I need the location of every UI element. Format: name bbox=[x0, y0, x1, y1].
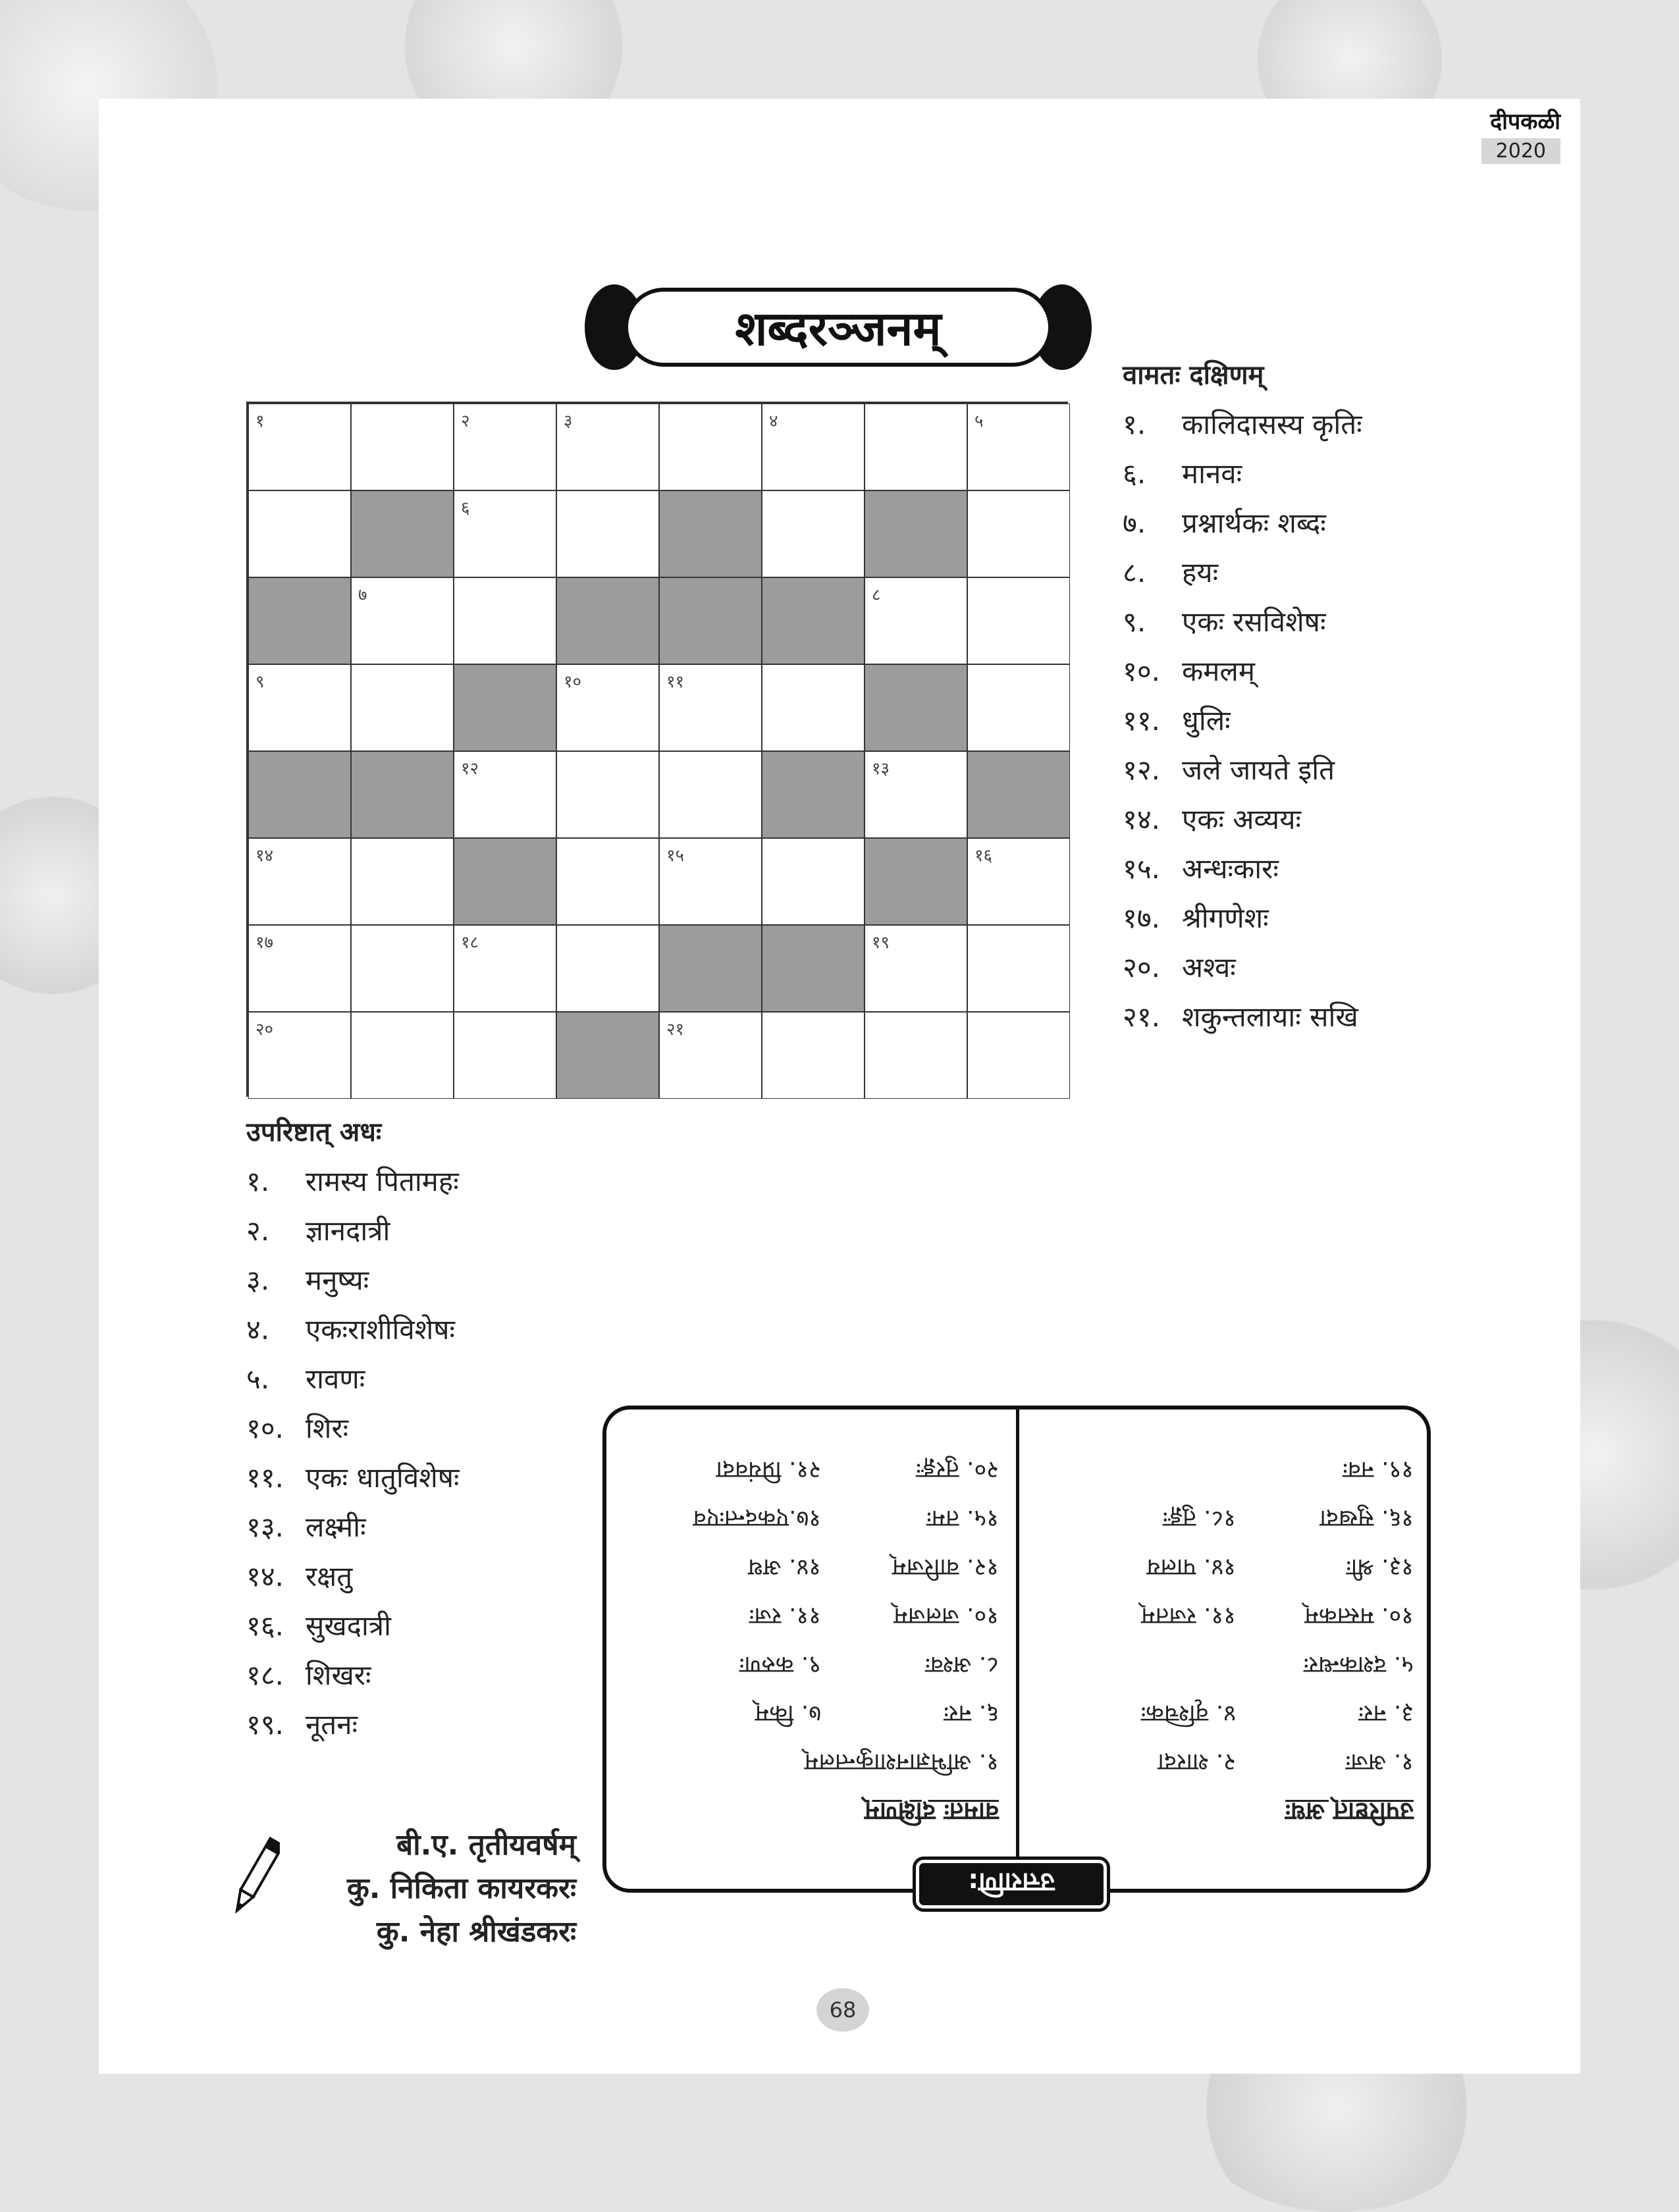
clue-text: शकुन्तलायाः सखि bbox=[1182, 1001, 1358, 1033]
cell-number: १६ bbox=[974, 846, 993, 866]
grid-cell[interactable] bbox=[865, 1012, 967, 1099]
grid-cell[interactable] bbox=[967, 925, 1070, 1012]
grid-cell[interactable] bbox=[351, 577, 454, 664]
cell-number: २० bbox=[255, 1020, 274, 1040]
clue-item bbox=[246, 1404, 641, 1453]
clue-number: २०. bbox=[1123, 951, 1161, 984]
grid-cell[interactable] bbox=[248, 925, 351, 1012]
clue-number: ८. bbox=[1123, 556, 1146, 589]
clue-item bbox=[1123, 646, 1584, 696]
cell-number: ७ bbox=[358, 585, 367, 605]
grid-cell[interactable] bbox=[762, 404, 865, 490]
pencil-icon bbox=[234, 1830, 280, 1922]
answer-item: ५. दशकन्धरः bbox=[1304, 1651, 1414, 1678]
author-name-1: कु. निकिता कायरकरः bbox=[346, 1872, 576, 1905]
clue-text: अन्धःकारः bbox=[1182, 853, 1279, 885]
cell-number: १३ bbox=[872, 759, 890, 779]
clue-number: २. bbox=[246, 1215, 270, 1247]
clue-item bbox=[1123, 548, 1584, 597]
answers-across-column bbox=[630, 1445, 999, 1830]
grid-cell[interactable] bbox=[248, 404, 351, 490]
grid-cell-blocked bbox=[659, 490, 762, 577]
grid-cell-blocked bbox=[556, 577, 659, 664]
clue-item bbox=[246, 1305, 641, 1354]
clue-text: प्रश्नार्थकः शब्दः bbox=[1182, 507, 1326, 539]
grid-cell-blocked bbox=[556, 1012, 659, 1099]
page-number: 68 bbox=[816, 1988, 869, 2032]
grid-cell-blocked bbox=[248, 577, 351, 664]
answer-row bbox=[630, 1689, 999, 1737]
clue-number: १. bbox=[1123, 408, 1146, 440]
clue-item bbox=[1123, 449, 1584, 498]
answer-row bbox=[1045, 1591, 1414, 1640]
grid-cell[interactable] bbox=[967, 577, 1070, 664]
grid-cell[interactable] bbox=[454, 490, 556, 577]
grid-cell[interactable] bbox=[454, 1012, 556, 1099]
grid-cell[interactable] bbox=[351, 925, 454, 1012]
answer-row bbox=[1045, 1542, 1414, 1591]
clue-number: १२. bbox=[1123, 754, 1161, 786]
grid-cell[interactable] bbox=[762, 664, 865, 751]
cell-number: १९ bbox=[872, 933, 890, 953]
clue-number: ४. bbox=[246, 1313, 270, 1346]
clue-number: ३. bbox=[246, 1264, 270, 1296]
grid-cell-blocked bbox=[865, 490, 967, 577]
grid-cell-blocked bbox=[248, 751, 351, 838]
grid-cell-blocked bbox=[454, 664, 556, 751]
grid-cell[interactable] bbox=[762, 490, 865, 577]
crossword-grid bbox=[246, 402, 1068, 1097]
grid-cell[interactable] bbox=[967, 664, 1070, 751]
clue-item bbox=[1123, 992, 1584, 1041]
clue-number: १५. bbox=[1123, 853, 1161, 885]
down-clues bbox=[246, 1113, 641, 1749]
cell-number: १५ bbox=[666, 846, 685, 866]
grid-cell[interactable] bbox=[967, 490, 1070, 577]
answer-item: ११. रजः bbox=[749, 1602, 821, 1629]
clue-text: शिरः bbox=[306, 1412, 349, 1444]
clue-item bbox=[246, 1157, 641, 1206]
answers-down-heading: उपरिष्टात् अधः bbox=[1285, 1797, 1414, 1826]
grid-cell[interactable] bbox=[556, 490, 659, 577]
clue-item bbox=[246, 1255, 641, 1305]
grid-cell[interactable] bbox=[248, 490, 351, 577]
grid-cell[interactable] bbox=[762, 1012, 865, 1099]
clue-item bbox=[1123, 745, 1584, 795]
clue-text: रावणः bbox=[306, 1363, 365, 1395]
clue-item bbox=[246, 1502, 641, 1552]
answer-row bbox=[1045, 1689, 1414, 1737]
clue-item bbox=[246, 1601, 641, 1650]
clue-text: नूतनः bbox=[306, 1708, 358, 1741]
answer-item: ४. वृश्चिकः bbox=[1140, 1700, 1236, 1727]
grid-cell-blocked bbox=[351, 490, 454, 577]
answer-row bbox=[630, 1737, 999, 1786]
answers-down-column bbox=[1045, 1445, 1414, 1830]
grid-cell[interactable] bbox=[351, 664, 454, 751]
clue-number: १६. bbox=[246, 1610, 284, 1642]
clue-item bbox=[246, 1453, 641, 1502]
clue-text: रामस्य पितामहः bbox=[306, 1165, 459, 1198]
answer-item: ९. करुणः bbox=[739, 1651, 821, 1678]
answer-item: १६. सुखदा bbox=[1319, 1505, 1414, 1532]
answers-label: उत्तराणि: bbox=[916, 1860, 1107, 1909]
grid-cell-blocked bbox=[659, 925, 762, 1012]
clue-text: एकः अव्ययः bbox=[1182, 803, 1301, 835]
cell-number: १४ bbox=[255, 846, 274, 866]
cell-number: ६ bbox=[461, 498, 470, 518]
clue-item bbox=[246, 1354, 641, 1404]
answer-item: १. अभिज्ञानशाकुन्तलम् bbox=[804, 1749, 999, 1776]
cell-number: १२ bbox=[461, 759, 479, 779]
clue-item bbox=[1123, 696, 1584, 745]
answer-item: १४. अथ bbox=[748, 1554, 821, 1581]
answers-across-heading: वामतः दक्षिणम् bbox=[865, 1797, 999, 1826]
answer-item: १०. जलजम् bbox=[893, 1602, 999, 1629]
down-heading: उपरिष्टात् अधः bbox=[246, 1117, 382, 1147]
clue-number: १८. bbox=[246, 1659, 284, 1691]
grid-cell[interactable] bbox=[351, 838, 454, 925]
answer-row bbox=[1045, 1737, 1414, 1786]
answer-item: ११. रजतम् bbox=[1141, 1602, 1236, 1629]
grid-cell[interactable] bbox=[762, 838, 865, 925]
grid-cell[interactable] bbox=[556, 664, 659, 751]
grid-cell[interactable] bbox=[967, 404, 1070, 490]
clue-text: अश्वः bbox=[1182, 951, 1236, 984]
cell-number: ११ bbox=[666, 672, 685, 692]
grid-cell[interactable] bbox=[248, 1012, 351, 1099]
clue-item bbox=[246, 1650, 641, 1700]
cell-number: १७ bbox=[255, 933, 274, 953]
clue-item bbox=[1123, 597, 1584, 646]
cell-number: ५ bbox=[974, 411, 984, 431]
cell-number: ९ bbox=[255, 672, 265, 692]
clue-item bbox=[1123, 893, 1584, 943]
clue-item bbox=[1123, 498, 1584, 548]
answer-item: १. अजः bbox=[1345, 1749, 1414, 1776]
cell-number: १ bbox=[255, 411, 265, 431]
clue-number: १९. bbox=[246, 1708, 284, 1741]
clue-text: कालिदासस्य कृतिः bbox=[1182, 408, 1362, 440]
answer-row bbox=[1045, 1445, 1414, 1494]
magazine-year: 2020 bbox=[1481, 138, 1560, 164]
clue-text: एकः धातुविशेषः bbox=[306, 1462, 460, 1494]
grid-cell[interactable] bbox=[248, 838, 351, 925]
answer-item: १२. वारिजम् bbox=[892, 1554, 999, 1581]
cell-number: ८ bbox=[872, 585, 881, 605]
clue-text: हयः bbox=[1182, 556, 1219, 589]
clue-number: २१. bbox=[1123, 1001, 1161, 1033]
author-class: बी.ए. तृतीयवर्षम् bbox=[396, 1828, 576, 1862]
clue-number: १४. bbox=[246, 1560, 284, 1593]
grid-cell[interactable] bbox=[865, 577, 967, 664]
grid-cell[interactable] bbox=[659, 838, 762, 925]
grid-cell[interactable] bbox=[556, 838, 659, 925]
clue-number: ५. bbox=[246, 1363, 270, 1395]
page-title: शब्दरञ्जनम् bbox=[735, 301, 942, 356]
answer-item: १४. पालय bbox=[1146, 1554, 1236, 1581]
clue-item bbox=[1123, 943, 1584, 992]
clue-text: श्रीगणेशः bbox=[1182, 902, 1269, 934]
clue-number: ११. bbox=[1123, 704, 1161, 737]
cell-number: २१ bbox=[666, 1020, 685, 1040]
grid-cell[interactable] bbox=[454, 925, 556, 1012]
grid-cell[interactable] bbox=[248, 664, 351, 751]
clue-number: ११. bbox=[246, 1462, 284, 1494]
grid-cell[interactable] bbox=[351, 1012, 454, 1099]
clue-number: ७. bbox=[1123, 507, 1146, 539]
answer-item: ३. नरः bbox=[1358, 1700, 1414, 1727]
answer-item: २१. प्रियंवदा bbox=[716, 1456, 821, 1483]
magazine-name: दीपकळी bbox=[1490, 109, 1560, 135]
clue-text: मानवः bbox=[1182, 458, 1242, 490]
grid-cell[interactable] bbox=[967, 838, 1070, 925]
grid-cell[interactable] bbox=[454, 751, 556, 838]
author-name-2: कु. नेहा श्रीखंडकरः bbox=[376, 1915, 576, 1949]
clue-text: एकःराशीविशेषः bbox=[306, 1313, 456, 1346]
clue-text: जले जायते इति bbox=[1182, 754, 1335, 786]
clue-text: एकः रसविशेषः bbox=[1182, 606, 1326, 638]
clue-item bbox=[246, 1206, 641, 1255]
clue-text: रक्षतु bbox=[306, 1560, 353, 1593]
title-banner bbox=[585, 284, 1092, 370]
grid-cell[interactable] bbox=[659, 1012, 762, 1099]
answer-item: १७.एकदन्तःएव bbox=[693, 1505, 821, 1532]
grid-cell[interactable] bbox=[556, 404, 659, 490]
grid-cell-blocked bbox=[865, 838, 967, 925]
grid-cell[interactable] bbox=[556, 751, 659, 838]
clue-text: कमलम् bbox=[1182, 655, 1255, 687]
answer-item: ७. किम् bbox=[755, 1700, 821, 1727]
grid-cell[interactable] bbox=[865, 751, 967, 838]
clue-number: १०. bbox=[246, 1412, 284, 1444]
answer-item: १५. तमः bbox=[926, 1505, 999, 1532]
answer-item: १८. तुङ्गः bbox=[1163, 1505, 1236, 1532]
answer-row bbox=[630, 1640, 999, 1689]
answer-item: १९. नवः bbox=[1343, 1456, 1414, 1483]
grid-cell-blocked bbox=[659, 577, 762, 664]
grid-cell[interactable] bbox=[659, 751, 762, 838]
answer-row bbox=[1045, 1494, 1414, 1542]
grid-cell-blocked bbox=[762, 577, 865, 664]
clue-text: शिखरः bbox=[306, 1659, 371, 1691]
answer-item: २. शारदा bbox=[1158, 1749, 1236, 1776]
answer-item: ६. नरः bbox=[944, 1700, 999, 1727]
grid-cell-blocked bbox=[762, 751, 865, 838]
across-heading: वामतः दक्षिणम् bbox=[1123, 360, 1264, 390]
clue-number: १७. bbox=[1123, 902, 1161, 934]
grid-cell[interactable] bbox=[659, 404, 762, 490]
authors-block bbox=[234, 1824, 576, 1954]
answer-row bbox=[630, 1494, 999, 1542]
cell-number: २ bbox=[461, 411, 470, 431]
answer-row bbox=[630, 1591, 999, 1640]
clue-number: १३. bbox=[246, 1511, 284, 1543]
grid-cell-blocked bbox=[351, 751, 454, 838]
across-clues bbox=[1123, 356, 1584, 1041]
clue-text: धुलिः bbox=[1182, 704, 1231, 737]
answers-upside-down bbox=[606, 1409, 1427, 1889]
answer-item: १०. मस्तकम् bbox=[1304, 1602, 1414, 1629]
grid-cell-blocked bbox=[865, 664, 967, 751]
grid-cell[interactable] bbox=[865, 925, 967, 1012]
grid-cell[interactable] bbox=[659, 664, 762, 751]
cell-number: ३ bbox=[564, 411, 573, 431]
grid-cell[interactable] bbox=[454, 404, 556, 490]
answer-item: ८. अश्वः bbox=[925, 1651, 999, 1678]
grid-cell[interactable] bbox=[967, 1012, 1070, 1099]
grid-cell[interactable] bbox=[351, 404, 454, 490]
clue-number: १. bbox=[246, 1165, 270, 1198]
grid-cell[interactable] bbox=[865, 404, 967, 490]
clue-item bbox=[1123, 795, 1584, 844]
clue-number: ६. bbox=[1123, 458, 1146, 490]
answers-box bbox=[602, 1406, 1431, 1898]
clue-item bbox=[246, 1700, 641, 1749]
title-pill bbox=[624, 288, 1052, 367]
clue-number: १४. bbox=[1123, 803, 1161, 835]
grid-cell-blocked bbox=[762, 925, 865, 1012]
cell-number: ४ bbox=[769, 411, 778, 431]
clue-text: ज्ञानदात्री bbox=[306, 1215, 390, 1247]
grid-cell-blocked bbox=[967, 751, 1070, 838]
grid-cell[interactable] bbox=[454, 577, 556, 664]
grid-cell-blocked bbox=[454, 838, 556, 925]
answer-row bbox=[1045, 1640, 1414, 1689]
clue-text: लक्ष्मीः bbox=[306, 1511, 366, 1543]
cell-number: १८ bbox=[461, 933, 479, 953]
clue-item bbox=[1123, 844, 1584, 893]
answer-item: १३. श्रीः bbox=[1346, 1554, 1414, 1581]
clue-text: मनुष्यः bbox=[306, 1264, 369, 1296]
grid-cell[interactable] bbox=[556, 925, 659, 1012]
answer-item: २०. तुरङ्गः bbox=[916, 1456, 999, 1483]
answer-row bbox=[630, 1445, 999, 1494]
clue-number: ९. bbox=[1123, 606, 1146, 638]
magazine-header bbox=[1481, 105, 1560, 164]
clue-item bbox=[246, 1552, 641, 1601]
clue-number: १०. bbox=[1123, 655, 1161, 687]
answer-row bbox=[630, 1542, 999, 1591]
clue-text: सुखदात्री bbox=[306, 1610, 391, 1642]
cell-number: १० bbox=[564, 672, 582, 692]
clue-item bbox=[1123, 400, 1584, 449]
